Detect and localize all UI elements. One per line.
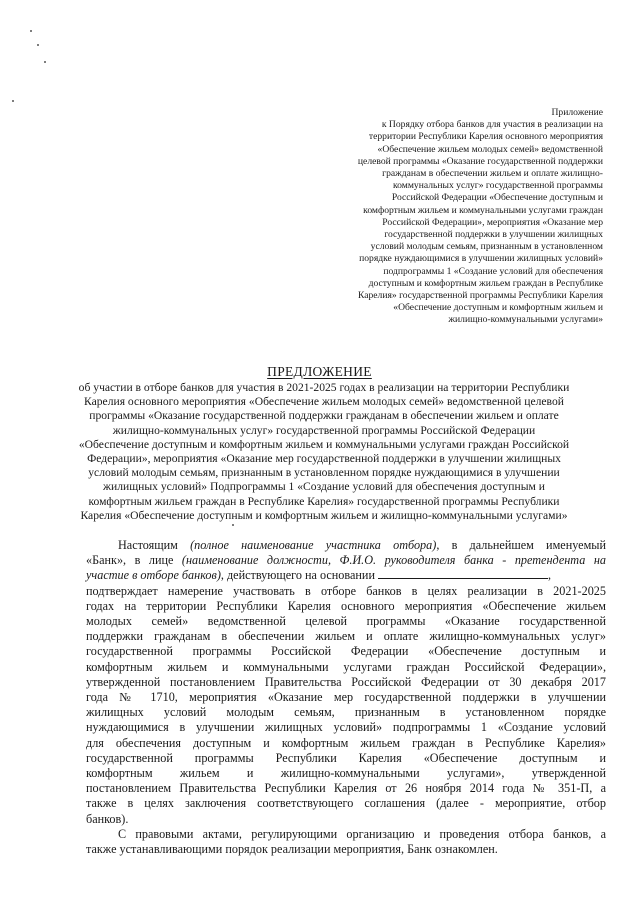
- subtitle-line: об участии в отборе банков для участия в 2021-2025 годах в реализации на территории Республики: [78, 381, 570, 394]
- appendix-line: условий молодым семьям, признанным в установленном: [370, 241, 603, 253]
- subtitle-line: Карелия «Обеспечение доступным и комфортным жильем и жилищно-коммунальными услугами»: [80, 508, 568, 522]
- body-line: года № 1710, мероприятия «Оказание мер государственной поддержки в улучшении: [86, 690, 606, 705]
- subtitle-line: программы «Оказание государственной поддержки гражданам в обеспечении жильем и оплате: [89, 409, 559, 423]
- subtitle-line: «Обеспечение доступным и комфортным жильем и коммунальными услугами граждан Российской: [78, 437, 570, 451]
- text-run: , действующего на основании: [220, 568, 379, 583]
- body-line: поддержки гражданам в обеспечении жильем и оплате жилищно-коммунальных услуг»: [86, 629, 606, 644]
- appendix-line: жилищно-коммунальными услугами»: [448, 314, 603, 326]
- body-line: жилищных условий молодым семьям, признанным в установленном порядке: [86, 705, 606, 720]
- subtitle-line: Карелия основного мероприятия «Обеспечение жильем молодых семей» ведомственной целевой: [84, 395, 564, 409]
- body-line: также устанавливающими порядок реализации мероприятия, Банк ознакомлен.: [86, 842, 498, 857]
- body-line: нуждающимися в улучшении жилищных условий» подпрограммы 1 «Создание условий: [86, 720, 606, 735]
- body-line: [86, 568, 606, 583]
- text-run: «Банк», в лице: [86, 553, 182, 568]
- appendix-line: гражданам в обеспечении жильем и оплате жилищно-: [382, 168, 603, 180]
- text-run: , в дальнейшем именуемый: [436, 538, 606, 552]
- appendix-line: доступным и комфортным жильем граждан в Республике: [368, 277, 603, 289]
- body-line: молодых семей» ведомственной целевой программы «Оказание государственной: [86, 614, 606, 629]
- body-line: годах на территории Республики Карелия основного мероприятия «Обеспечение жильем: [86, 598, 606, 613]
- appendix-line: к Порядку отбора банков для участия в реализации на: [381, 119, 603, 131]
- body-line: С правовыми актами, регулирующими организацию и проведения отбора банков, а: [118, 826, 606, 841]
- document-subtitle: [44, 381, 604, 523]
- body-line: для обеспечения доступным и комфортным жильем граждан в Республике Карелия»: [86, 735, 606, 750]
- appendix-line: Российской Федерации «Обеспечение доступным и: [391, 192, 603, 204]
- body-line: также в целях заключения соответствующего соглашения (далее - мероприятие, отбор: [86, 796, 606, 811]
- subtitle-line: комфортным жильем граждан в Республике Карелия» государственной программы Республики: [88, 494, 560, 508]
- paragraph-1: [86, 538, 606, 827]
- appendix-line: комфортным жильем и коммунальными услугами граждан: [363, 204, 603, 216]
- body-line: [86, 538, 606, 553]
- body-line: утвержденной постановлением Правительства Российской Федерации от 30 декабря 2017: [86, 674, 606, 689]
- body-text: [86, 538, 606, 857]
- body-line: государственной программы Российской Федерации «Обеспечение доступным и: [86, 644, 606, 659]
- subtitle-line: жилищных условий» Подпрограммы 1 «Создание условий для обеспечения доступным и: [103, 480, 545, 494]
- italic-placeholder: (наименование должности, Ф.И.О. руководителя банка - претендента на: [181, 553, 606, 568]
- appendix-line: государственной поддержки в улучшении жилищных: [384, 229, 603, 241]
- body-line: подтверждает намерение участвовать в отборе банков в целях реализации в 2021-2025: [86, 583, 606, 598]
- appendix-line: Приложение: [551, 107, 603, 118]
- document-title: ПРЕДЛОЖЕНИЕ: [267, 364, 372, 379]
- appendix-line: «Обеспечение жильем молодых семей» ведомственной: [377, 143, 603, 155]
- body-line: постановлением Правительства Республики Карелия от 26 ноября 2014 года № 351-П, а: [86, 781, 606, 796]
- body-line: [86, 553, 606, 568]
- text-run: ,: [548, 568, 552, 583]
- subtitle-line: условий молодым семьям, признанным в установленном порядке нуждающимися в улучшении: [88, 466, 560, 480]
- body-line: государственной программы Республики Карелия «Обеспечение доступным и: [86, 750, 606, 765]
- body-line: комфортным жильем и коммунальными услугами граждан Российской Федерации»,: [86, 659, 606, 674]
- subtitle-line: Федерации», мероприятия «Оказание мер государственной поддержки в улучшении жилищных: [87, 452, 561, 466]
- body-line: комфортным жильем и жилищно-коммунальными услугами», утвержденной: [86, 766, 606, 781]
- body-line: банков).: [86, 811, 129, 826]
- appendix-line: целевой программы «Оказание государственной поддержки: [357, 155, 603, 167]
- appendix-line: коммунальных услуг» государственной программы: [393, 180, 603, 192]
- appendix-line: порядке нуждающимися в улучшении жилищных условий»: [359, 253, 603, 265]
- appendix-line: «Обеспечение доступным и комфортным жильем и: [393, 302, 603, 314]
- text-run: Настоящим: [118, 538, 191, 552]
- italic-placeholder: участие в отборе банков): [86, 568, 221, 583]
- appendix-line: Российской Федерации», мероприятия «Оказание мер: [382, 216, 603, 228]
- italic-placeholder: (полное наименование участника отбора): [190, 538, 437, 552]
- subtitle-line: жилищно-коммунальных услуг» государственной программы Российской Федерации: [112, 423, 536, 437]
- appendix-line: Карелия» государственной программы Республики Карелия: [357, 290, 603, 302]
- blank-fill-line[interactable]: [378, 578, 548, 579]
- appendix-line: территории Республики Карелия основного мероприятия: [368, 131, 603, 143]
- appendix-header: [313, 107, 603, 327]
- appendix-line: подпрограммы 1 «Создание условий для обеспечения: [383, 265, 603, 277]
- paragraph-2: [86, 827, 606, 857]
